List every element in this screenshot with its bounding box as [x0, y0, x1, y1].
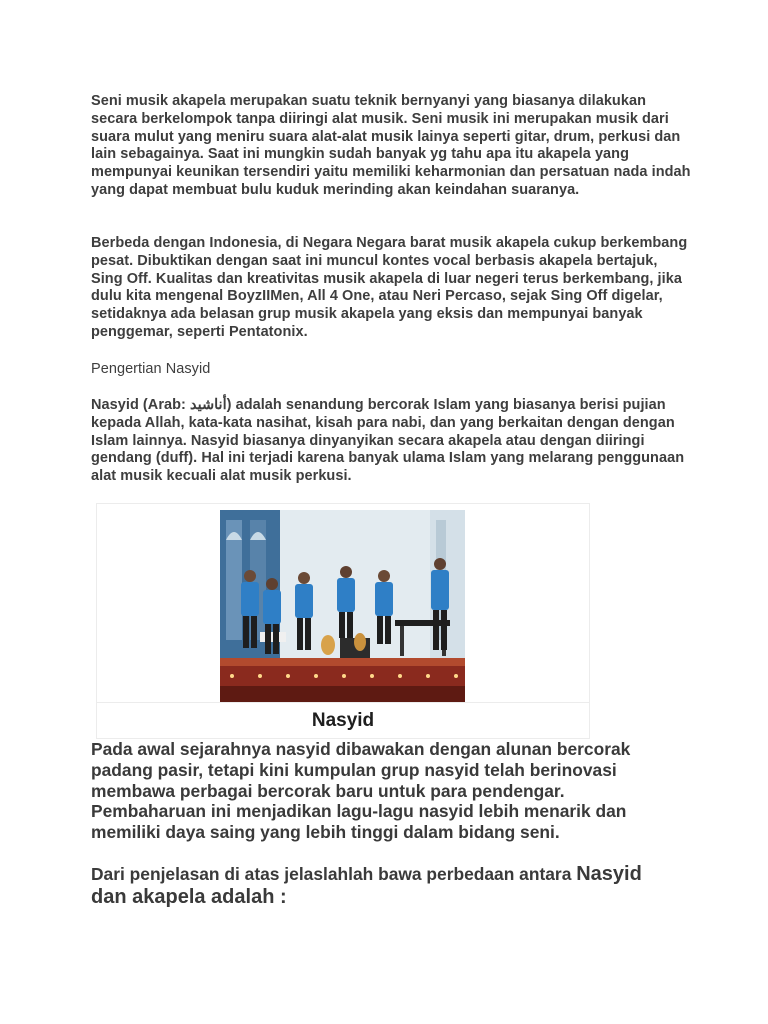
paragraph-conclusion — [91, 863, 691, 909]
paragraph-akapela-west: Berbeda dengan Indonesia, di Negara Negara barat musik akapela cukup berkembang pesat. Dibuktikan dengan saat ini muncul kontes vocal berbasis akapela bertajuk, Sing Off. Kualitas dan kreativitas musik akapela di luar negeri terus berkembang, jika dulu kita mengenal BoyzIIMen, All 4 One, atau Neri Percaso, sejak Sing Off digelar, setidaknya ada belasan grup musik akapela yang eksis dan mempunyai banyak penggemar, seperti Pentatonix. — [91, 235, 688, 340]
nasyid-photo-illustration — [220, 510, 465, 702]
paragraph-nasyid-history: Pada awal sejarahnya nasyid dibawakan dengan alunan bercorak padang pasir, tetapi kini kumpulan grup nasyid telah berinovasi membawa perbagai bercorak baru untuk para pendengar. Pembaharuan ini menjadikan lagu-lagu nasyid lebih menarik dan memiliki daya saing yang lebih tinggi dalam bidang seni. — [91, 739, 631, 843]
figure-caption: Nasyid — [311, 710, 375, 731]
nasyid-figure — [96, 503, 590, 739]
nasyid-group-photo — [220, 510, 465, 702]
conclusion-nasyid-word: Nasyid — [576, 863, 642, 885]
heading-pengertian-nasyid: Pengertian Nasyid — [91, 361, 211, 377]
conclusion-text-start: Dari penjelasan di atas jelaslahlah bawa perbedaan antara — [91, 864, 577, 884]
paragraph-akapela-intro: Seni musik akapela merupakan suatu teknik bernyanyi yang biasanya dilakukan secara berkelompok tanpa diiringi alat musik. Seni musik ini merupakan musik dari suara mulut yang meniru suara alat-alat musik lainya seperti gitar, drum, perkusi dan lain sebagainya. Saat ini mungkin sudah banyak yg tahu apa itu akapela yang mempunyai keunikan tersendiri yaitu memiliki keharmonian dan persatuan nada indah yang dapat membuat bulu kuduk merinding akan keindahan suaranya. — [91, 93, 691, 198]
figure-divider — [97, 702, 589, 703]
conclusion-text-end: dan akapela adalah : — [91, 886, 287, 908]
paragraph-nasyid-definition: Nasyid (Arab: أناشيد) adalah senandung bercorak Islam yang biasanya berisi pujian kepada Allah, kata-kata nasihat, kisah para nabi, dan yang berkaitan dengan dengan Islam lainnya. Nasyid biasanya dinyanyikan secara akapela atau dengan diiringi gendang (duff). Hal ini terjadi karena banyak ulama Islam yang melarang penggunaan alat musik kecuali alat musik perkusi. — [91, 397, 685, 485]
